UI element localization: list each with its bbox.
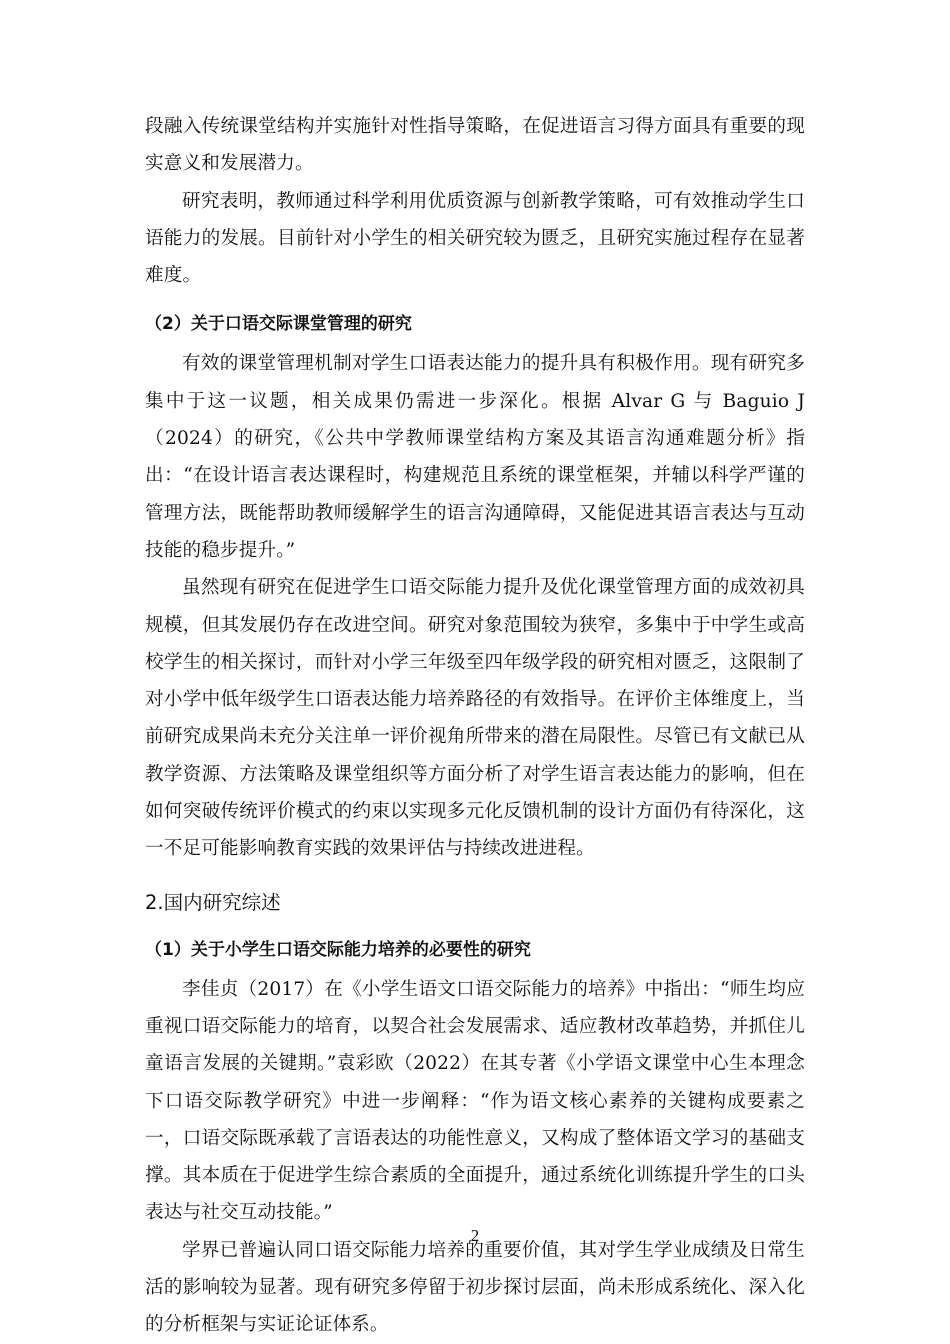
subheading-necessity: （1）关于小学生口语交际能力培养的必要性的研究: [145, 939, 531, 960]
paragraph-consensus: 学界已普遍认同口语交际能力培养的重要价值，其对学生学业成绩及日常生活的影响较为显著。现有研究多停留于初步探讨层面，尚未形成系统化、深入化的分析框架与实证论证体系。: [145, 1239, 805, 1336]
subheading-classroom-management: （2）关于口语交际课堂管理的研究: [145, 314, 412, 335]
page-number: 2: [470, 1226, 480, 1245]
paragraph-classroom-management: 有效的课堂管理机制对学生口语表达能力的提升具有积极作用。现有研究多集中于这一议题，相关成果仍需进一步深化。根据 Alvar G 与 Baguio J（2024）的研究，《公共中学教师课堂结构方案及其语言沟通难题分析》指出：“在设计语言表达课程时，构建规范且系统的课堂框架，并辅以科学严谨的管理方法，既能帮助教师缓解学生的语言沟通障碍，又能促进其语言表达与互动技能的稳步提升。”: [145, 353, 805, 561]
section-heading-domestic-review: 2.国内研究综述: [145, 890, 281, 914]
paragraph-continued: 段融入传统课堂结构并实施针对性指导策略，在促进语言习得方面具有重要的现实意义和发展潜力。: [145, 116, 805, 175]
paragraph-limitations: 虽然现有研究在促进学生口语交际能力提升及优化课堂管理方面的成效初具规模，但其发展仍存在改进空间。研究对象范围较为狭窄，多集中于中学生或高校学生的相关探讨，而针对小学三年级至四年级学段的研究相对匮乏，这限制了对小学中低年级学生口语表达能力培养路径的有效指导。在评价主体维度上，当前研究成果尚未充分关注单一评价视角所带来的潜在局限性。尽管已有文献已从教学资源、方法策略及课堂组织等方面分析了对学生语言表达能力的影响，但在如何突破传统评价模式的约束以实现多元化反馈机制的设计方面仍有待深化，这一不足可能影响教育实践的效果评估与持续改进进程。: [145, 577, 805, 860]
paragraph-research-findings: 研究表明，教师通过科学利用优质资源与创新教学策略，可有效推动学生口语能力的发展。目前针对小学生的相关研究较为匮乏，且研究实施过程存在显著难度。: [145, 190, 805, 287]
document-page: [145, 108, 805, 1344]
paragraph-necessity-citations: 李佳贞（2017）在《小学生语文口语交际能力的培养》中指出：“师生均应重视口语交际能力的培育，以契合社会发展需求、适应教材改革趋势，并抓住儿童语言发展的关键期。”袁彩欧（2022）在其专著《小学语文课堂中心生本理念下口语交际教学研究》中进一步阐释：“作为语文核心素养的关键构成要素之一，口语交际既承载了言语表达的功能性意义，又构成了整体语文学习的基础支撑。其本质在于促进学生综合素质的全面提升，通过系统化训练提升学生的口头表达与社交互动技能。”: [145, 978, 805, 1224]
